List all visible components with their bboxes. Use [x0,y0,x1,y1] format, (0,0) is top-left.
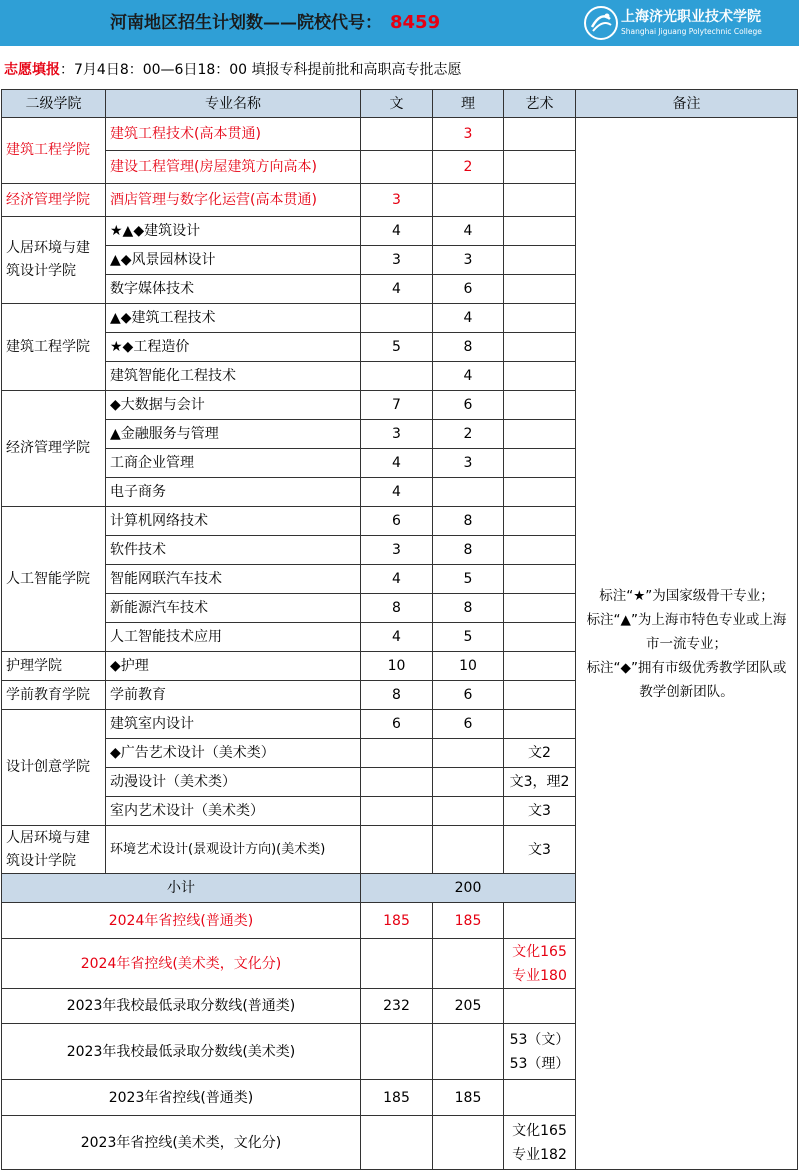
college-cell: 人居环境与建筑设计学院 [2,217,106,304]
li-cell: 6 [433,391,504,420]
major-cell: ▲◆风景园林设计 [106,246,361,275]
table-body [2,90,798,1170]
major-cell: ★◆工程造价 [106,333,361,362]
li-cell: 3 [433,246,504,275]
wen-cell: 5 [361,333,433,362]
li-cell: 4 [433,217,504,246]
remark-line: 标注“★”为国家级骨干专业； [599,587,774,604]
art-cell [504,507,576,536]
major-cell: 智能网联汽车技术 [106,565,361,594]
wen-cell: 10 [361,652,433,681]
wen-cell: 4 [361,565,433,594]
college-cell: 经济管理学院 [2,391,106,507]
major-cell: ◆大数据与会计 [106,391,361,420]
major-cell: 人工智能技术应用 [106,623,361,652]
score-li: 205 [433,989,504,1024]
remark-line: 标注“◆”拥有市级优秀教学团队或教学创新团队。 [586,659,787,700]
art-cell [504,217,576,246]
score-label: 2023年省控线(美术类，文化分) [2,1116,361,1170]
art-cell [504,275,576,304]
wen-cell: 8 [361,594,433,623]
score-art-line: 53（理） [509,1055,570,1072]
wen-cell: 7 [361,391,433,420]
col-header-art: 艺术 [504,90,576,118]
major-cell: ◆护理 [106,652,361,681]
notice-label: 志愿填报 [4,62,60,78]
remark-cell [576,118,798,1170]
art-cell [504,420,576,449]
score-art [504,903,576,939]
wen-cell: 8 [361,681,433,710]
school-name-cn: 上海济光职业技术学院 [621,9,761,25]
art-cell [504,449,576,478]
li-cell [433,797,504,826]
wen-cell [361,151,433,184]
li-cell: 8 [433,333,504,362]
subtotal-value: 200 [361,874,576,903]
col-header-major: 专业名称 [106,90,361,118]
score-art [504,989,576,1024]
major-cell: 计算机网络技术 [106,507,361,536]
score-li [433,1116,504,1170]
li-cell [433,184,504,217]
major-cell: 环境艺术设计(景观设计方向)(美术类) [106,826,361,874]
score-art [504,1024,576,1080]
wen-cell: 4 [361,623,433,652]
col-header-college: 二级学院 [2,90,106,118]
wen-cell: 4 [361,478,433,507]
col-header-remark: 备注 [576,90,798,118]
art-cell [504,118,576,151]
li-cell: 5 [433,623,504,652]
li-cell: 8 [433,507,504,536]
wen-cell [361,362,433,391]
art-cell [504,333,576,362]
score-label: 2023年我校最低录取分数线(普通类) [2,989,361,1024]
notice-text: ：7月4日8：00—6日18：00 填报专科提前批和高职高专批志愿 [60,62,462,78]
wen-cell [361,768,433,797]
major-cell: 电子商务 [106,478,361,507]
major-cell: 建筑室内设计 [106,710,361,739]
college-cell: 经济管理学院 [2,184,106,217]
page-title: 河南地区招生计划数——院校代号： [110,13,382,33]
header-row [2,90,798,118]
major-cell: 建设工程管理(房屋建筑方向高本) [106,151,361,184]
major-cell: 新能源汽车技术 [106,594,361,623]
college-cell: 设计创意学院 [2,710,106,826]
wen-cell: 6 [361,710,433,739]
score-wen: 185 [361,903,433,939]
major-cell: 酒店管理与数字化运营(高本贯通) [106,184,361,217]
art-cell [504,246,576,275]
major-cell: ▲金融服务与管理 [106,420,361,449]
major-cell: ◆广告艺术设计（美术类） [106,739,361,768]
li-cell [433,739,504,768]
li-cell: 4 [433,362,504,391]
major-cell: 数字媒体技术 [106,275,361,304]
score-art [504,1116,576,1170]
school-name-en: Shanghai Jiguang Polytechnic College [621,27,762,36]
major-cell: 动漫设计（美术类） [106,768,361,797]
score-li: 185 [433,1080,504,1116]
score-label: 2024年省控线(普通类) [2,903,361,939]
wen-cell [361,118,433,151]
score-wen: 232 [361,989,433,1024]
art-cell: 文3 [504,826,576,874]
enrollment-plan-table [1,89,798,1170]
li-cell: 8 [433,594,504,623]
art-cell: 文3，理2 [504,768,576,797]
art-cell [504,710,576,739]
notice-line [0,56,799,84]
wen-cell: 4 [361,217,433,246]
score-art [504,1080,576,1116]
score-label: 2024年省控线(美术类，文化分) [2,939,361,989]
score-wen [361,1116,433,1170]
score-li [433,939,504,989]
major-cell: ▲◆建筑工程技术 [106,304,361,333]
li-cell: 10 [433,652,504,681]
art-cell [504,151,576,184]
header-bar [0,0,799,46]
art-cell [504,304,576,333]
wen-cell [361,739,433,768]
school-logo-icon [583,5,619,41]
major-cell: 工商企业管理 [106,449,361,478]
score-wen: 185 [361,1080,433,1116]
wen-cell: 6 [361,507,433,536]
score-art-line: 文化165 [512,1122,567,1139]
wen-cell: 3 [361,420,433,449]
remark-line: 标注“▲”为上海市特色专业或上海市一流专业； [586,611,787,652]
li-cell: 3 [433,449,504,478]
art-cell: 文2 [504,739,576,768]
score-art-line: 文化165 [512,943,567,960]
score-art-line: 专业180 [512,967,567,984]
score-label: 2023年我校最低录取分数线(美术类) [2,1024,361,1080]
art-cell [504,362,576,391]
art-cell: 文3 [504,797,576,826]
wen-cell: 3 [361,184,433,217]
li-cell: 2 [433,151,504,184]
li-cell: 6 [433,681,504,710]
li-cell: 5 [433,565,504,594]
art-cell [504,681,576,710]
score-art-line: 专业182 [512,1146,567,1163]
wen-cell: 4 [361,275,433,304]
art-cell [504,391,576,420]
college-cell: 人工智能学院 [2,507,106,652]
score-art [504,939,576,989]
school-code: 8459 [390,12,441,33]
col-header-li: 理 [433,90,504,118]
art-cell [504,565,576,594]
art-cell [504,623,576,652]
score-label: 2023年省控线(普通类) [2,1080,361,1116]
major-cell: 室内艺术设计（美术类） [106,797,361,826]
art-cell [504,594,576,623]
li-cell: 6 [433,275,504,304]
wen-cell: 3 [361,536,433,565]
wen-cell [361,304,433,333]
li-cell: 6 [433,710,504,739]
major-cell: 软件技术 [106,536,361,565]
li-cell: 3 [433,118,504,151]
art-cell [504,652,576,681]
art-cell [504,184,576,217]
wen-cell [361,797,433,826]
score-wen [361,939,433,989]
li-cell: 8 [433,536,504,565]
li-cell [433,768,504,797]
col-header-wen: 文 [361,90,433,118]
college-cell: 人居环境与建筑设计学院 [2,826,106,874]
score-li: 185 [433,903,504,939]
score-art-line: 53（文） [509,1031,570,1048]
major-cell: 建筑智能化工程技术 [106,362,361,391]
wen-cell: 3 [361,246,433,275]
wen-cell: 4 [361,449,433,478]
li-cell [433,826,504,874]
art-cell [504,478,576,507]
major-cell: 学前教育 [106,681,361,710]
li-cell [433,478,504,507]
college-cell: 护理学院 [2,652,106,681]
score-li [433,1024,504,1080]
subtotal-label: 小计 [2,874,361,903]
li-cell: 2 [433,420,504,449]
major-cell: ★▲◆建筑设计 [106,217,361,246]
score-wen [361,1024,433,1080]
college-cell: 建筑工程学院 [2,304,106,391]
art-cell [504,536,576,565]
wen-cell [361,826,433,874]
table-row [2,118,798,151]
major-cell: 建筑工程技术(高本贯通) [106,118,361,151]
college-cell: 学前教育学院 [2,681,106,710]
li-cell: 4 [433,304,504,333]
college-cell: 建筑工程学院 [2,118,106,184]
